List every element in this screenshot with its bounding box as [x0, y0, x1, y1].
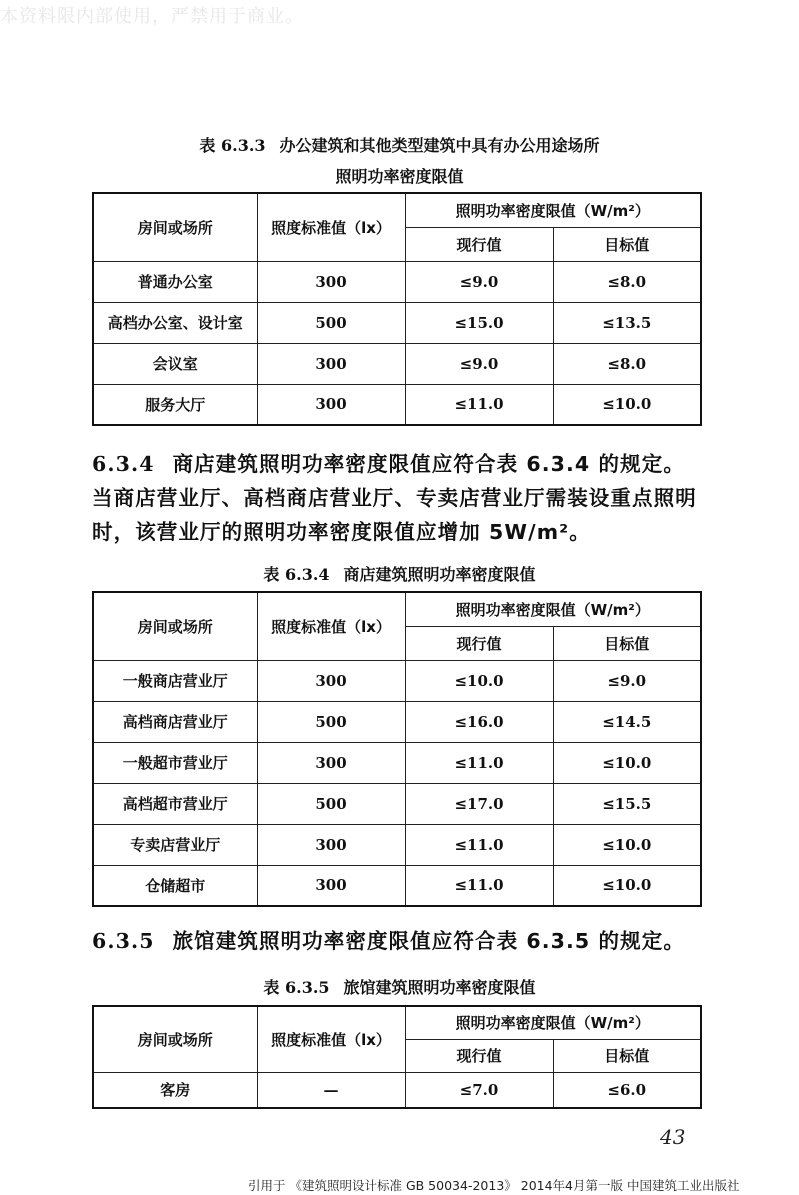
table-635-caption: [0, 975, 799, 998]
header-target: 目标值: [553, 227, 701, 261]
cell-target: ≤6.0: [553, 1072, 701, 1108]
cell-room: 客房: [93, 1072, 257, 1108]
header-lpd: 照明功率密度限值（W/m²）: [405, 592, 701, 626]
cell-current: ≤15.0: [405, 302, 553, 343]
table-row: [93, 343, 701, 384]
clause-634-number: 6.3.4: [92, 452, 155, 476]
cell-room: 专卖店营业厅: [93, 824, 257, 865]
table-row: [93, 302, 701, 343]
cell-current: ≤11.0: [405, 742, 553, 783]
cell-target: ≤10.0: [553, 824, 701, 865]
header-room: 房间或场所: [93, 193, 257, 261]
table-row: [93, 701, 701, 742]
cell-current: ≤10.0: [405, 660, 553, 701]
table-635-title: 旅馆建筑照明功率密度限值: [343, 978, 536, 997]
table-634-number: 表 6.3.4: [263, 565, 330, 584]
cell-room: 一般商店营业厅: [93, 660, 257, 701]
cell-current: ≤9.0: [405, 343, 553, 384]
table-row: [93, 660, 701, 701]
cell-current: ≤11.0: [405, 384, 553, 425]
cell-lux: 300: [257, 824, 405, 865]
cell-room: 仓储超市: [93, 865, 257, 906]
table-635-number: 表 6.3.5: [263, 978, 330, 997]
cell-room: 普通办公室: [93, 261, 257, 302]
header-current: 现行值: [405, 626, 553, 660]
table-634-title: 商店建筑照明功率密度限值: [343, 565, 536, 584]
page-number: 43: [660, 1125, 686, 1149]
header-current: 现行值: [405, 1039, 553, 1072]
clause-635-number: 6.3.5: [92, 929, 155, 953]
cell-current: ≤9.0: [405, 261, 553, 302]
cell-target: ≤9.0: [553, 660, 701, 701]
cell-lux: 500: [257, 302, 405, 343]
header-current: 现行值: [405, 227, 553, 261]
table-635: [92, 1005, 702, 1109]
clause-634: [92, 447, 704, 549]
table-633: [92, 192, 702, 426]
table-633-caption: [0, 133, 799, 156]
table-634-caption: [0, 562, 799, 585]
clause-635: [92, 924, 704, 958]
header-room: 房间或场所: [93, 1006, 257, 1072]
cell-target: ≤10.0: [553, 742, 701, 783]
cell-lux: 300: [257, 660, 405, 701]
cell-room: 服务大厅: [93, 384, 257, 425]
header-illuminance: 照度标准值（lx）: [257, 1006, 405, 1072]
header-room: 房间或场所: [93, 592, 257, 660]
header-lpd: 照明功率密度限值（W/m²）: [405, 193, 701, 227]
table-row: [93, 824, 701, 865]
cell-target: ≤8.0: [553, 343, 701, 384]
cell-target: ≤14.5: [553, 701, 701, 742]
cell-current: ≤7.0: [405, 1072, 553, 1108]
header-illuminance: 照度标准值（lx）: [257, 193, 405, 261]
cell-room: 一般超市营业厅: [93, 742, 257, 783]
header-illuminance: 照度标准值（lx）: [257, 592, 405, 660]
table-634: [92, 591, 702, 907]
clause-635-text: 旅馆建筑照明功率密度限值应符合表 6.3.5 的规定。: [172, 929, 685, 953]
watermark-text: 本资料限内部使用，严禁用于商业。: [0, 6, 304, 27]
cell-target: ≤10.0: [553, 865, 701, 906]
cell-room: 高档超市营业厅: [93, 783, 257, 824]
table-633-title-line1: 办公建筑和其他类型建筑中具有办公用途场所: [279, 136, 600, 155]
cell-target: ≤13.5: [553, 302, 701, 343]
table-row: [93, 261, 701, 302]
cell-lux: 500: [257, 783, 405, 824]
header-lpd: 照明功率密度限值（W/m²）: [405, 1006, 701, 1039]
cell-lux: 300: [257, 865, 405, 906]
cell-room: 高档商店营业厅: [93, 701, 257, 742]
citation-footer: 引用于 《建筑照明设计标准 GB 50034-2013》 2014年4月第一版 中国建筑工业出版社: [248, 1178, 740, 1193]
cell-current: ≤11.0: [405, 865, 553, 906]
header-target: 目标值: [553, 626, 701, 660]
clause-634-text: 商店建筑照明功率密度限值应符合表 6.3.4 的规定。当商店营业厅、高档商店营业厅、专卖店营业厅需装设重点照明时，该营业厅的照明功率密度限值应增加 5W/m²。: [92, 452, 697, 544]
table-row: [93, 742, 701, 783]
cell-room: 会议室: [93, 343, 257, 384]
cell-lux: 300: [257, 384, 405, 425]
table-row: [93, 384, 701, 425]
cell-current: ≤17.0: [405, 783, 553, 824]
cell-target: ≤15.5: [553, 783, 701, 824]
cell-lux: 300: [257, 742, 405, 783]
cell-current: ≤11.0: [405, 824, 553, 865]
cell-target: ≤8.0: [553, 261, 701, 302]
cell-lux: 500: [257, 701, 405, 742]
table-633-number: 表 6.3.3: [199, 136, 266, 155]
header-target: 目标值: [553, 1039, 701, 1072]
table-row: [93, 783, 701, 824]
table-row: [93, 1072, 701, 1108]
cell-lux: 300: [257, 343, 405, 384]
cell-lux: —: [257, 1072, 405, 1108]
cell-lux: 300: [257, 261, 405, 302]
cell-target: ≤10.0: [553, 384, 701, 425]
table-row: [93, 865, 701, 906]
cell-current: ≤16.0: [405, 701, 553, 742]
table-633-caption-line2: 照明功率密度限值: [335, 167, 464, 186]
cell-room: 高档办公室、设计室: [93, 302, 257, 343]
